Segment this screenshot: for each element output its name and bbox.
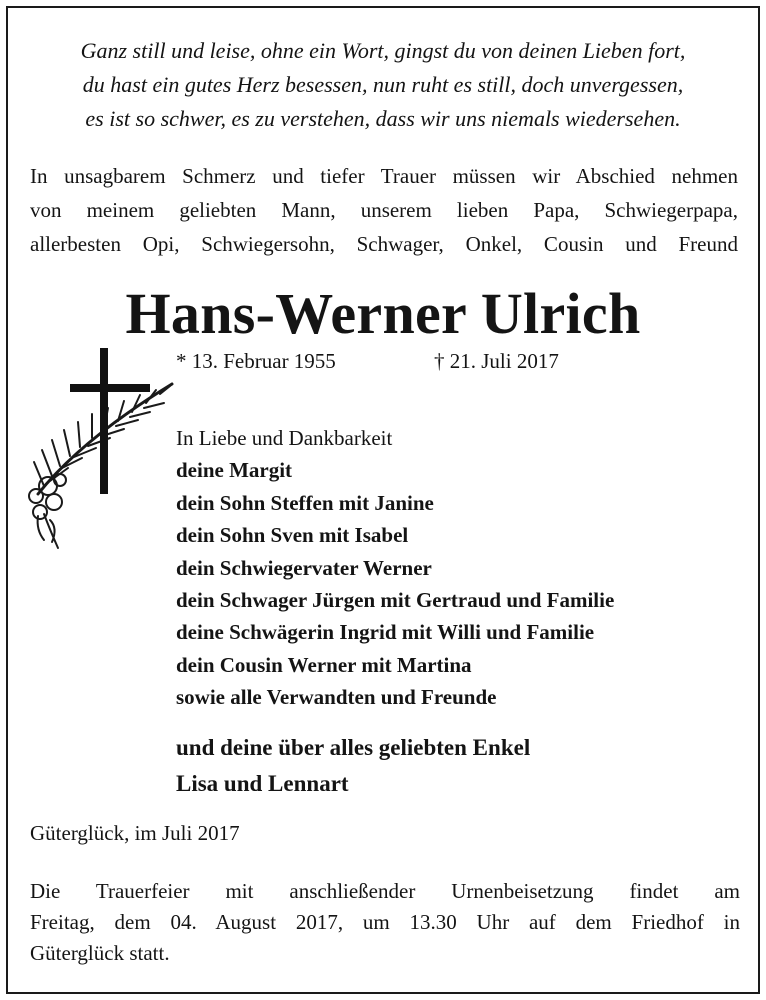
intro-line: In unsagbarem Schmerz und tiefer Trauer müssen wir Abschied nehmen [30,164,738,188]
poem-line: Ganz still und leise, ohne ein Wort, gingst du von deinen Lieben fort, [80,38,686,63]
mourner-entry: dein Sohn Sven mit Isabel [176,523,409,548]
grandchildren-names: Lisa und Lennart [176,771,349,796]
intro-text [30,159,738,261]
funeral-line: Die Trauerfeier mit anschließender Urnenbeisetzung findet am [30,879,740,903]
intro-line: allerbesten Opi, Schwiegersohn, Schwager, Onkel, Cousin und Freund [30,232,738,256]
mourner-entry: dein Sohn Steffen mit Janine [176,490,434,515]
memorial-poem [8,34,758,136]
mourners-intro: In Liebe und Dankbarkeit [176,426,393,450]
mourners-list [176,422,614,714]
funeral-info [30,876,740,969]
poem-line: du hast ein gutes Herz besessen, nun ruht es still, doch unvergessen, [82,72,684,97]
mourner-entry: dein Schwager Jürgen mit Gertraud und Familie [176,588,615,613]
mourner-entry: sowie alle Verwandten und Freunde [176,685,497,710]
deceased-name: Hans-Werner Ulrich [125,281,641,346]
grandchildren-block [176,730,530,802]
poem-line: es ist so schwer, es zu verstehen, dass wir uns niemals wiedersehen. [85,106,681,131]
place-date: Güterglück, im Juli 2017 [30,821,240,845]
mourner-entry: deine Schwägerin Ingrid mit Willi und Familie [176,620,595,645]
funeral-line: Freitag, dem 04. August 2017, um 13.30 Uhr auf dem Friedhof in [30,910,740,934]
funeral-line: Güterglück statt. [30,941,170,965]
cross-with-palm-branch-icon [22,344,182,554]
intro-line: von meinem geliebten Mann, unserem lieben Papa, Schwiegerpapa, [30,198,738,222]
mourner-entry: dein Schwiegervater Werner [176,555,432,580]
mourner-entry: dein Cousin Werner mit Martina [176,652,472,677]
mourner-entry: deine Margit [176,458,293,483]
grandchildren-line: und deine über alles geliebten Enkel [176,735,531,760]
birth-date: * 13. Februar 1955 [176,349,336,373]
death-date: † 21. Juli 2017 [434,349,559,373]
obituary-notice [6,6,760,994]
